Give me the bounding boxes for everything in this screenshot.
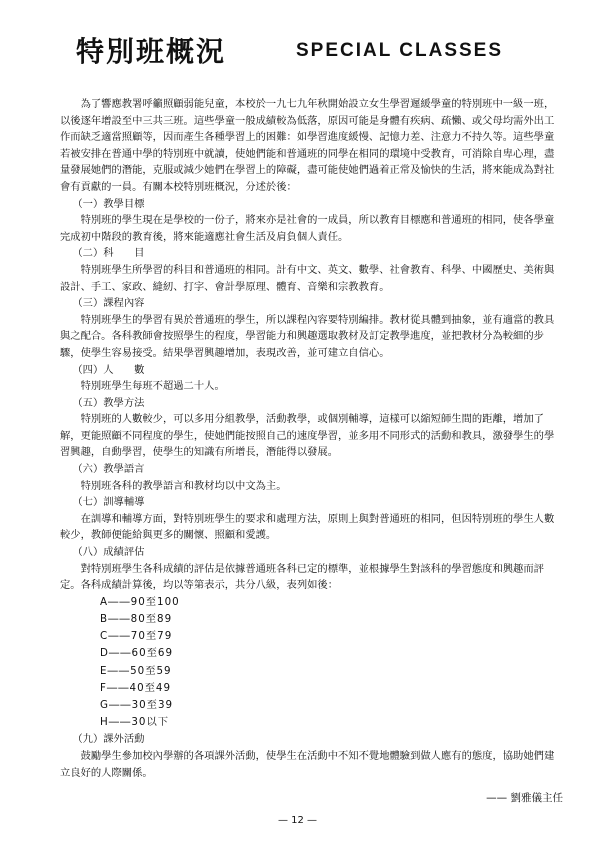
section-heading: （一）教學目標 [72,197,145,210]
page-number: — 12 — [277,815,318,826]
grade-item: E――50至59 [100,664,172,677]
section-heading: （二）科 目 [72,247,145,260]
section-text: 在訓導和輔導方面，對特別班學生的要求和處理方法，原則上與對普通班的相同，但因特別班的學生人數較少，教師便能給與更多的關懷、照顧和愛護。 [60,512,555,542]
grade-list [60,594,564,732]
page-title-english: SPECIAL CLASSES [296,40,504,61]
grade-item: F――40至49 [100,681,172,694]
intro-paragraph: 為了響應教署呼籲照顧弱能兒童，本校於一九七九年秋開始設立女生學習遲緩學童的特別班中一級一班，以後逐年增設至中三共三班。這些學童一般成績較為低落，原因可能是身體有疾病、疏懶、或父母均需外出工作而缺乏適當照顧等，因而產生各種學習上的困難：如學習進度緩慢、記憶力差、注意力不持久等。這些學童若被安排在普通中學的特別班中就讀，使她們能和普通班的同學在相同的環境中受教育，可消除自卑心理，盡量發展她們的潛能，克服或減少她們在學習上的障礙，盡可能使她們過着正常及愉快的生活，將來能成為對社會有貢獻的一員。有關本校特別班概況，分述於後： [60,98,555,193]
grade-item: H――30以下 [100,716,170,729]
grade-item: C――70至79 [100,630,173,643]
section-text: 特別班學生的學習有異於普通班的學生，所以課程內容要特別編排。教材從具體到抽象，並有適當的教具與之配合。各科教師會按照學生的程度，學習能力和興趣選取教材及訂定教學進度，並把教材分為較細的步驟，使學生容易接受。結果學習興趣增加，表現改善，並可建立自信心。 [60,313,555,359]
section-text: 對特別班學生各科成績的評估是依據普通班各科已定的標準，並根據學生對該科的學習態度和興趣而評定。各科成績計算後，均以等第表示，共分八級，表列如後： [60,562,544,592]
section-heading: （九）課外活動 [72,733,145,746]
grade-item: G――30至39 [100,699,174,712]
author-signature: —— 劉雅儀主任 [486,792,563,804]
section-text: 特別班各科的教學語言和教材均以中文為主。 [80,479,287,492]
article-body [60,96,564,781]
grade-item: B――80至89 [100,613,173,626]
section-text: 特別班的學生現在是學校的一份子，將來亦是社會的一成員，所以教育目標應和普通班的相同，使各學童完成初中階段的教育後，將來能適應社會生活及肩負個人責任。 [60,214,555,243]
section-heading: （六）教學語言 [72,463,145,476]
page-title-chinese: 特別班概況 [76,35,227,68]
grade-item: D――60至69 [100,647,174,660]
section-text: 鼓勵學生參加校內學辦的各項課外活動，使學生在活動中不知不覺地體驗到做人應有的態度，協助她們建立良好的人際關係。 [60,750,555,779]
section-heading: （八）成績評估 [72,546,145,559]
section-heading: （四）人 數 [72,363,145,376]
section-text: 特別班學生所學習的科目和普通班的相同。計有中文、英文、數學、社會教育、科學、中國歷史、美術與設計、手工、家政、縫紉、打字、會計學原理、體育、音樂和宗教教育。 [60,263,555,293]
section-text: 特別班的人數較少，可以多用分組教學，活動教學，或個別輔導，這樣可以縮短師生間的距離，增加了解，更能照顧不同程度的學生，使她們能按照自己的速度學習，並多用不同形式的活動和教具，激發學生的學習興趣，自動學習，使學生的知識有所增長，潛能得以發展。 [60,413,555,459]
section-heading: （七）訓導輔導 [72,496,145,509]
section-text: 特別班學生每班不超過二十人。 [80,380,225,393]
grade-item: A――90至100 [100,595,180,608]
section-heading: （五）教學方法 [72,396,145,409]
section-heading: （三）課程內容 [72,297,145,310]
